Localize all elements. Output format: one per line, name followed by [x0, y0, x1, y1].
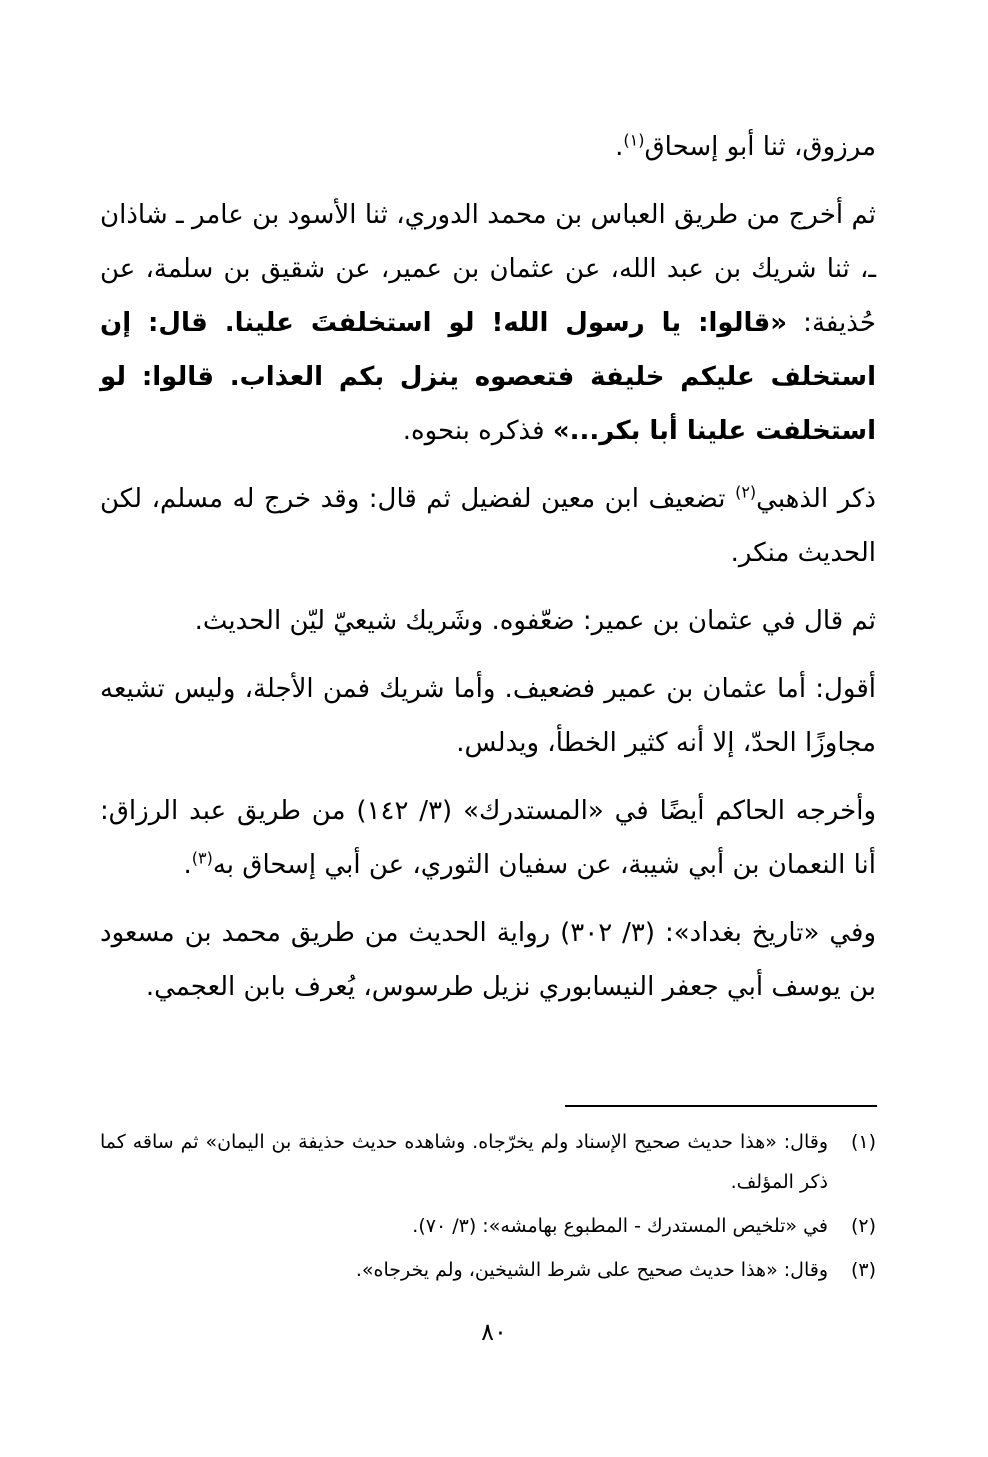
paragraph-6	[100, 784, 876, 892]
footnotes	[100, 1122, 876, 1294]
footnote-ref-2[interactable]: (٢)	[735, 482, 757, 502]
footnote-ref-3[interactable]: (٣)	[191, 848, 213, 868]
paragraph-3-end: تضعيف ابن معين لفضيل ثم قال: وقد خرج له مسلم، لكن الحديث منكر.	[100, 484, 876, 568]
paragraph-1-end: .	[615, 132, 624, 162]
hadith-quote: «قالوا: يا رسول الله! لو استخلفتَ علينا. قال: إن استخلف عليكم خليفة فتعصوه ينزل بكم العذاب. قالوا: لو استخلفت علينا أبا بكر...»	[100, 308, 876, 446]
footnote-number: (٣)	[850, 1259, 876, 1281]
paragraph-5: أقول: أما عثمان بن عمير فضعيف. وأما شريك فمن الأجلة، وليس تشيعه مجاوزًا الحدّ، إلا أنه كثير الخطأ، ويدلس.	[100, 674, 876, 758]
paragraph-6-text: وأخرجه الحاكم أيضًا في «المستدرك» (٣/ ١٤٢) من طريق عبد الرزاق: أنا النعمان بن أبي شيبة، عن سفيان الثوري، عن أبي إسحاق به	[100, 796, 876, 880]
footnote-separator	[565, 1105, 877, 1107]
page-number: ٨٠	[481, 1318, 507, 1346]
paragraph-3	[100, 472, 876, 580]
footnote-1	[100, 1122, 876, 1202]
paragraph-2-text: ثم أخرج من طريق العباس بن محمد الدوري، ثنا الأسود بن عامر ـ شاذان ـ، ثنا شريك بن عبد الله، عن عثمان بن عمير، عن شقيق بن سلمة، عن حُذيفة:	[100, 200, 876, 338]
footnote-text: في «تلخيص المستدرك - المطبوع بهامشه»: (٣/ ٧٠).	[412, 1215, 828, 1237]
footnote-number: (١)	[850, 1131, 876, 1153]
footnote-3	[100, 1250, 876, 1290]
footnote-text: وقال: «هذا حديث صحيح على شرط الشيخين، ولم يخرجاه».	[355, 1259, 828, 1281]
paragraph-1	[100, 120, 876, 174]
paragraph-3-text: ذكر الذهبي	[756, 484, 876, 514]
footnote-ref-1[interactable]: (١)	[623, 130, 645, 150]
paragraph-2	[100, 188, 876, 458]
paragraph-1-text: مرزوق، ثنا أبو إسحاق	[644, 132, 876, 162]
paragraph-6-end: .	[183, 850, 192, 880]
paragraph-7: وفي «تاريخ بغداد»: (٣/ ٣٠٢) رواية الحديث من طريق محمد بن مسعود بن يوسف أبي جعفر النيسابوري نزيل طرسوس، يُعرف بابن العجمي.	[100, 918, 877, 1002]
main-text	[100, 120, 876, 1028]
footnote-text: وقال: «هذا حديث صحيح الإسناد ولم يخرّجاه. وشاهده حديث حذيفة بن اليمان» ثم ساقه كما ذكر المؤلف.	[100, 1131, 828, 1193]
footnote-number: (٢)	[850, 1215, 876, 1237]
paragraph-2-end: فذكره بنحوه.	[402, 416, 553, 446]
footnote-2	[100, 1206, 876, 1246]
paragraph-4: ثم قال في عثمان بن عمير: ضعّفوه. وشَريك شيعيّ ليّن الحديث.	[194, 606, 876, 636]
